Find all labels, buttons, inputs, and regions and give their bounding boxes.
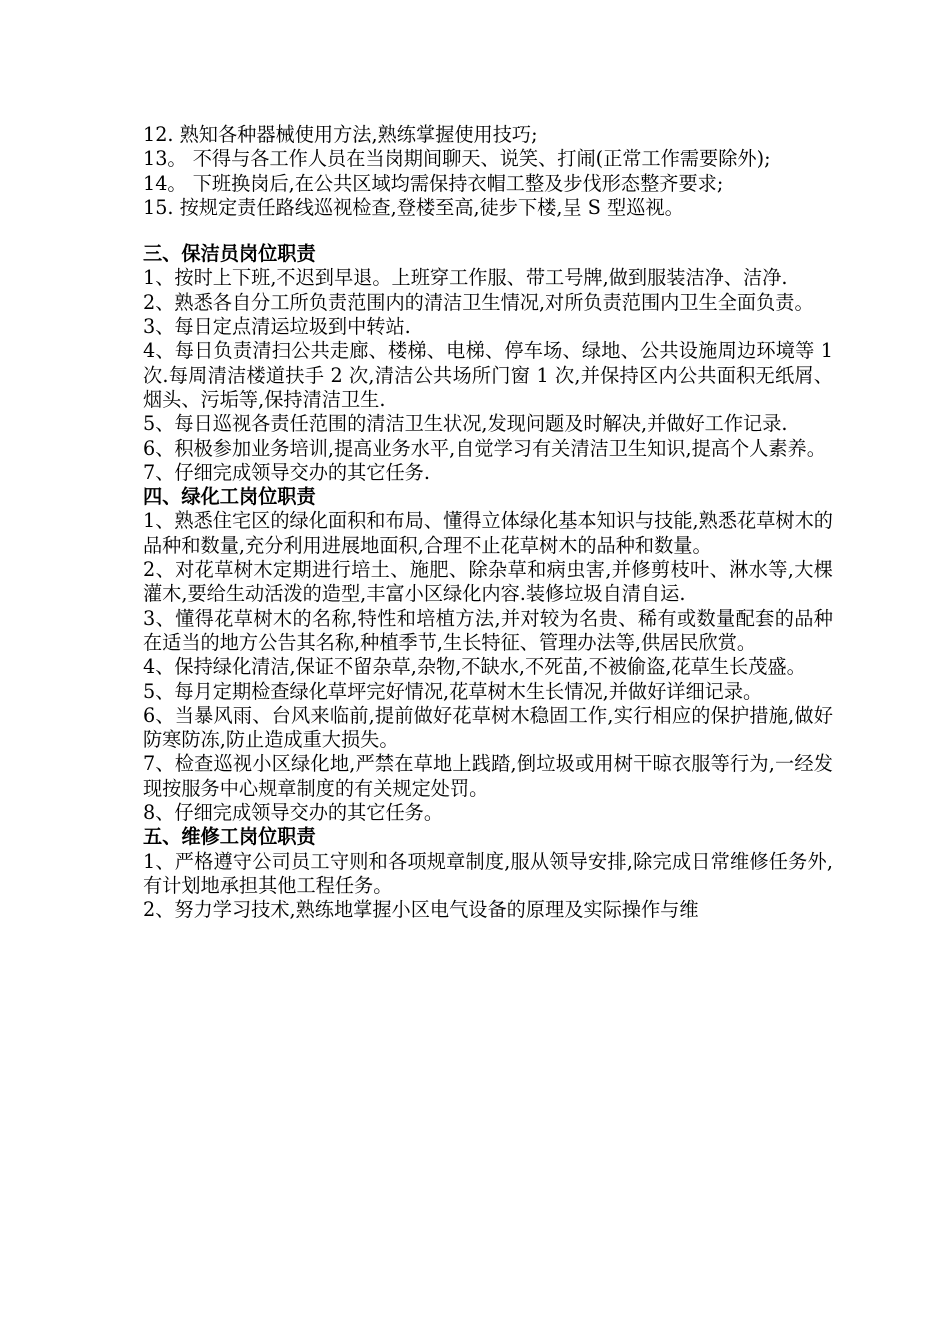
section-heading: 三、保洁员岗位职责 (143, 242, 316, 266)
list-item: 1、熟悉住宅区的绿化面积和布局、懂得立体绿化基本知识与技能,熟悉花草树木的品种和数量,充分利用进展地面积,合理不止花草树木的品种和数量。 (143, 509, 833, 557)
list-item: 2、对花草树木定期进行培土、施肥、除杂草和病虫害,并修剪枝叶、淋水等,大棵灌木,要给生动活泼的造型,丰富小区绿化内容.装修垃圾自清自运. (143, 558, 833, 606)
section-cleaner-duties (143, 242, 833, 485)
list-item: 7、仔细完成领导交办的其它任务. (143, 460, 430, 484)
list-item: 8、仔细完成领导交办的其它任务。 (143, 801, 444, 825)
list-item: 2、努力学习技术,熟练地掌握小区电气设备的原理及实际操作与维 (143, 898, 699, 922)
document-page (143, 123, 833, 923)
list-item: 4、保持绿化清洁,保证不留杂草,杂物,不缺水,不死苗,不被偷盗,花草生长茂盛。 (143, 655, 806, 679)
list-item: 1、严格遵守公司员工守则和各项规章制度,服从领导安排,除完成日常维修任务外,有计划地承担其他工程任务。 (143, 849, 833, 897)
list-item: 1、按时上下班,不迟到早退。上班穿工作服、带工号牌,做到服装洁净、洁净. (143, 266, 788, 290)
list-item: 12. 熟知各种器械使用方法,熟练掌握使用技巧; (143, 123, 538, 146)
intro-list (143, 123, 833, 220)
list-item: 6、当暴风雨、台风来临前,提前做好花草树木稳固工作,实行相应的保护措施,做好防寒防冻,防止造成重大损失。 (143, 703, 833, 752)
list-item: 7、检查巡视小区绿化地,严禁在草地上践踏,倒垃圾或用树干晾衣服等行为,一经发现按服务中心规章制度的有关规定处罚。 (143, 752, 833, 800)
list-item: 3、每日定点清运垃圾到中转站. (143, 315, 411, 339)
section-gardener-duties (143, 485, 833, 825)
list-item: 3、懂得花草树木的名称,特性和培植方法,并对较为名贵、稀有或数量配套的品种在适当的地方公告其名称,种植季节,生长特征、管理办法等,供居民欣赏。 (143, 606, 833, 654)
list-item: 4、每日负责清扫公共走廊、楼梯、电梯、停车场、绿地、公共设施周边环境等 1 次.每周清洁楼道扶手 2 次,清洁公共场所门窗 1 次,并保持区内公共面积无纸屑、烟头、污垢等,保持清洁卫生. (143, 339, 833, 411)
list-item: 6、积极参加业务培训,提高业务水平,自觉学习有关清洁卫生知识,提高个人素养。 (143, 436, 826, 460)
section-maintenance-duties (143, 825, 833, 922)
section-gap (143, 220, 833, 242)
section-heading: 四、绿化工岗位职责 (143, 485, 316, 509)
list-item: 5、每日巡视各责任范围的清洁卫生状况,发现问题及时解决,并做好工作记录. (143, 412, 788, 436)
list-item: 13。 不得与各工作人员在当岗期间聊天、说笑、打闹(正常工作需要除外); (143, 147, 771, 171)
section-heading: 五、维修工岗位职责 (143, 825, 316, 849)
list-item: 14。 下班换岗后,在公共区域均需保持衣帽工整及步伐形态整齐要求; (143, 171, 724, 195)
list-item: 15. 按规定责任路线巡视检查,登楼至高,徒步下楼,呈 S 型巡视。 (143, 195, 684, 219)
list-item: 2、熟悉各自分工所负责范围内的清洁卫生情况,对所负责范围内卫生全面负责。 (143, 290, 814, 314)
list-item: 5、每月定期检查绿化草坪完好情况,花草树木生长情况,并做好详细记录。 (143, 679, 763, 703)
